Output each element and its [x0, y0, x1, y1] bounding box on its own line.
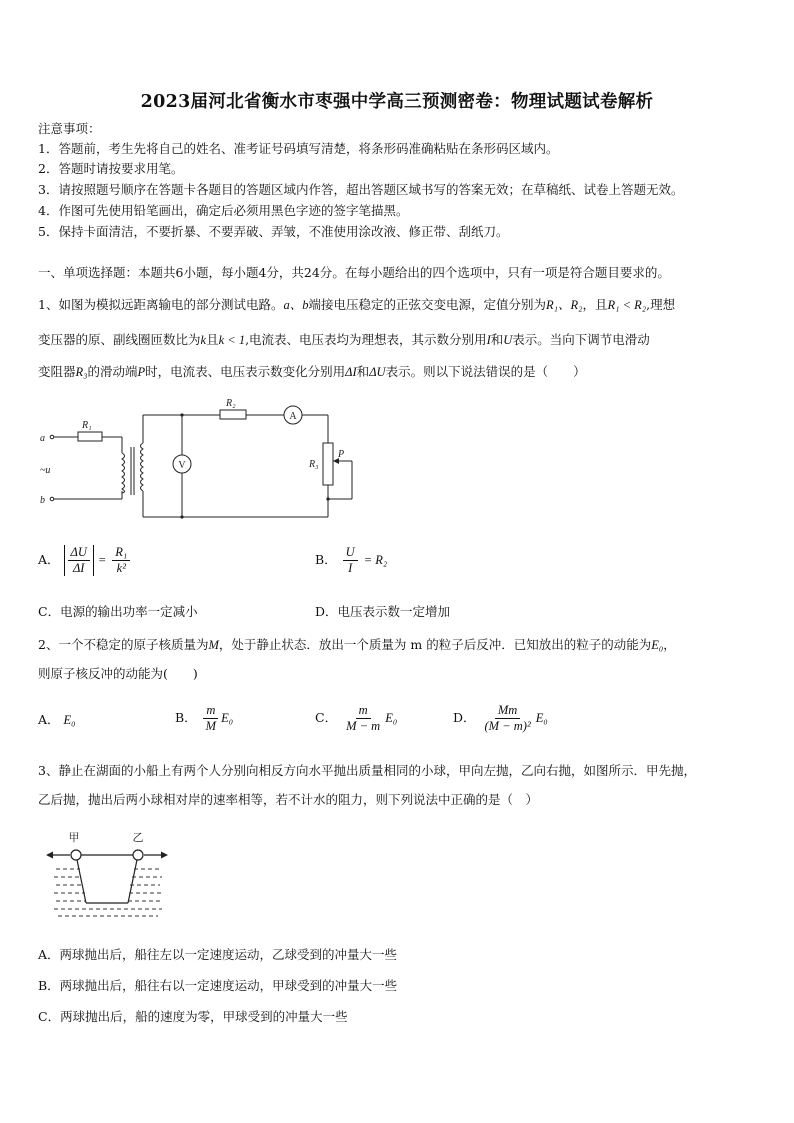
notice-item: 4．作图可先使用铅笔画出，确定后必须用黑色字迹的签字笔描黑。: [38, 203, 409, 218]
q2-option-b: B． $\frac{m}{M}$ E₀: [175, 703, 234, 733]
q1-option-b: B． $\frac{U}{I}$ = R₂: [315, 545, 388, 575]
terminal-b: b: [40, 495, 45, 506]
section-heading: 一、单项选择题：本题共6小题，每小题4分，共24分。在每小题给出的四个选项中，只有一项是符合题目要求的。: [38, 265, 670, 280]
boat-diagram: [40, 825, 180, 920]
question-1-line-1: 1、如图为模拟远距离输电的部分测试电路。a、b端接电压稳定的正弦交变电源，定值分别为R₁、R₂，且R₁ < R₂,理想: [38, 297, 676, 312]
label-r3: R₃: [309, 459, 319, 470]
q1-option-a: A． $\frac{\Delta U}{\Delta I}$ = $\frac{\text{R₁}}{\text{k²}}$: [38, 545, 132, 576]
label-r1: R₁: [82, 420, 92, 431]
label-yi: 乙: [132, 832, 144, 844]
circuit-diagram: [30, 395, 370, 525]
q3-option-b: B．两球抛出后，船往右以一定速度运动，甲球受到的冲量大一些: [38, 978, 398, 993]
label-r2: R₂: [226, 398, 236, 409]
notice-item: 1．答题前，考生先将自己的姓名、准考证号码填写清楚，将条形码准确粘贴在条形码区域内。: [38, 141, 559, 156]
terminal-a: a: [40, 433, 45, 444]
notice-item: 3．请按照题号顺序在答题卡各题目的答题区域内作答，超出答题区域书写的答案无效；在草稿纸、试卷上答题无效。: [38, 182, 684, 197]
question-2-line-2: 则原子核反冲的动能为( ): [38, 666, 198, 681]
notice-item: 2．答题时请按要求用笔。: [38, 161, 184, 176]
q2-option-c: C． $\frac{m}{M - m}$ E₀: [315, 703, 398, 733]
q2-option-a: A． E₀: [38, 712, 76, 727]
source-u: ~u: [40, 465, 51, 476]
page-title: 2023届河北省衡水市枣强中学高三预测密卷：物理试题试卷解析: [140, 92, 654, 112]
ammeter-icon: A: [289, 411, 297, 422]
label-jia: 甲: [68, 832, 80, 844]
label-p: P: [338, 449, 345, 460]
question-1-line-3: 变阻器R₃的滑动端P时，电流表、电压表示数变化分别用ΔI和ΔU表示。则以下说法错误的是（ ）: [38, 364, 586, 379]
question-3-line-2: 乙后抛，抛出后两小球相对岸的速率相等，若不计水的阻力，则下列说法中正确的是（ ）: [38, 792, 539, 807]
q1-option-c: C．电源的输出功率一定减小: [38, 604, 198, 619]
q2-option-d: D． $\frac{Mm}{\text{(M − m)²}}$ E₀: [453, 703, 548, 733]
notice-item: 5．保持卡面清洁，不要折暴、不要弄破、弄皱，不准使用涂改液、修正带、刮纸刀。: [38, 224, 509, 239]
voltmeter-icon: V: [178, 460, 186, 471]
q3-option-a: A．两球抛出后，船往左以一定速度运动，乙球受到的冲量大一些: [38, 947, 398, 962]
q1-option-d: D．电压表示数一定增加: [315, 604, 451, 619]
question-1-line-2: 变压器的原、副线圈匝数比为k且k < 1,电流表、电压表均为理想表，其示数分别用I和U表示。当向下调节电滑动: [38, 332, 650, 347]
question-2-line-1: 2、一个不稳定的原子核质量为M，处于静止状态．放出一个质量为 m 的粒子后反冲．已知放出的粒子的动能为E₀，: [38, 637, 676, 652]
q3-option-c: C．两球抛出后，船的速度为零，甲球受到的冲量大一些: [38, 1009, 348, 1024]
question-3-line-1: 3、静止在湖面的小船上有两个人分别向相反方向水平抛出质量相同的小球，甲向左抛，乙向右抛，如图所示．甲先抛，: [38, 763, 696, 778]
notice-heading: 注意事项：: [38, 121, 101, 136]
